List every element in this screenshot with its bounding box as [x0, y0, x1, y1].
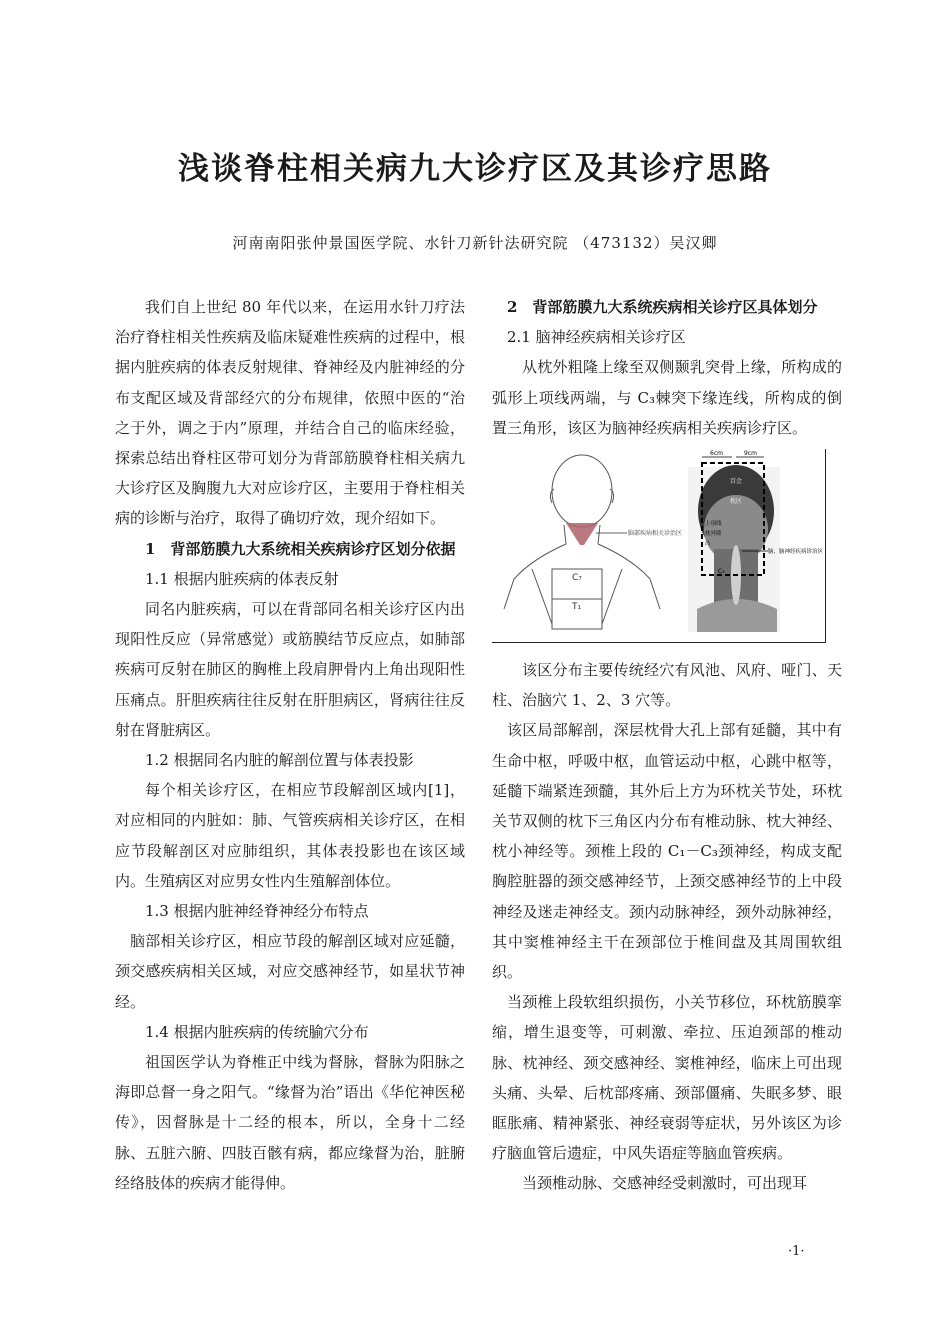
section-heading-2: 2 背部筋膜九大系统疾病相关诊疗区具体划分: [507, 298, 818, 316]
zone-label-right: 脑、脑神经疾病诊治区: [768, 549, 824, 556]
fig-label-zhenqu: 枕区: [730, 498, 743, 506]
paragraph: 当颈椎上段软组织损伤，小关节移位，环枕筋膜挛缩，增生退变等，可刺激、牵拉、压迫颈部的椎动脉、枕神经、颈交感神经、窦椎神经，临床上可出现头痛、头晕、后枕部疼痛、颈部僵痛、失眠多梦、眼眶胀痛、精神紧张、神经衰弱等症状，另外该区为诊疗脑血管后遗症，中风失语症等脑血管疾病。: [492, 993, 842, 1163]
fig-label-zhenwailong: 枕外隆: [705, 531, 722, 538]
brain-zone-triangle: [566, 523, 598, 545]
anatomy-figure: [492, 449, 826, 643]
vertebra-t1-label: T₁: [572, 602, 582, 613]
vertebra-c7-label: C₇: [572, 573, 582, 584]
subsection-heading: 1.1 根据内脏疾病的体表反射: [145, 569, 339, 588]
right-column-continued: [492, 655, 842, 1199]
fig-label-baihui: 百会: [730, 478, 743, 486]
subsection-heading-2-1: 2.1 脑神经疾病相关诊疗区: [507, 328, 686, 347]
paragraph: 从枕外粗隆上缘至双侧颞乳突骨上缘，所构成的弧形上项线两端，与 C₃棘突下缘连线，所构成的倒置三角形，该区为脑神经疾病相关疾病诊疗区。: [492, 358, 842, 437]
paragraph: 同名内脏疾病，可以在背部同名相关诊疗区内出现阳性反应（异常感觉）或筋膜结节反应点，如肺部疾病可反射在肺区的胸椎上段肩胛骨内上角出现阳性压痛点。肝胆疾病往往反射在肝胆病区，肾病往往反射在肾脏病区。: [115, 600, 465, 739]
paragraph: 当颈椎动脉、交感神经受刺激时，可出现耳: [522, 1174, 808, 1193]
subsection-heading: 1.4 根据内脏疾病的传统腧穴分布: [145, 1022, 369, 1041]
paragraph: 该区分布主要传统经穴有风池、风府、哑门、天柱、治脑穴 1、2、3 穴等。: [492, 661, 842, 710]
fig-label-shangxiangxian: 上项线: [705, 521, 722, 528]
left-column: [115, 292, 465, 1198]
paragraph: 该区局部解剖，深层枕骨大孔上部有延髓，其中有生命中枢，呼吸中枢，血管运动中枢，心跳中枢等，延髓下端紧连颈髓，其外后上方为环枕关节处，环枕关节双侧的枕下三角区内分布有椎动脉、枕大神经、枕小神经等。颈椎上段的 C₁－C₃颈神经，构成支配胸腔脏器的颈交感神经节，上颈交感神经节的上中段神经及迷走神经支。颈内动脉神经，颈外动脉神经，其中窦椎神经主干在颈部位于椎间盘及其周围软组织。: [492, 721, 842, 982]
article-title: 浅谈脊柱相关病九大诊疗区及其诊疗思路: [178, 151, 772, 187]
page-number: ·1·: [788, 1244, 805, 1259]
neck-anatomy-illustration: [492, 449, 825, 642]
subsection-heading: 1.3 根据内脏神经脊神经分布特点: [145, 902, 369, 921]
paragraph: 每个相关诊疗区，在相应节段解剖区域内[1]，对应相同的内脏如：肺、气管疾病相关诊疗区，在相应节段解剖区对应肺组织，其体表投影也在该区域内。生殖病区对应男女性内生殖解剖体位。: [115, 781, 465, 890]
zone-label-left: 脑部疾病相关诊治区: [628, 530, 683, 538]
paragraph: 我们自上世纪 80 年代以来，在运用水针刀疗法治疗脊柱相关性疾病及临床疑难性疾病的过程中，根据内脏疾病的体表反射规律、脊神经及内脏神经的分布支配区域及背部经穴的分布规律，依照中医的“治之于外，调之于内”原理，并结合自己的临床经验，探索总结出脊柱区带可划分为背部筋膜脊柱相关病九大诊疗区及胸腹九大对应诊疗区，主要用于脊柱相关病的诊断与治疗，取得了确切疗效，现介绍如下。: [115, 298, 465, 528]
subsection-heading: 1.2 根据同名内脏的解剖位置与体表投影: [145, 751, 414, 770]
fig-label-c3: C₃: [718, 568, 725, 576]
right-column: [492, 292, 842, 1199]
author-affiliation: 河南南阳张仲景国医学院、水针刀新针法研究院 （473132）吴汉卿: [232, 234, 718, 252]
paragraph: 脑部相关诊疗区，相应节段的解剖区域对应延髓，颈交感疾病相关区域，对应交感神经节，如星状节神经。: [115, 932, 465, 1011]
fig-label-tu: 凸: [705, 541, 711, 548]
dim-right-label: 9cm: [744, 450, 757, 458]
dim-left-label: 6cm: [710, 450, 723, 458]
paragraph: 祖国医学认为脊椎正中线为督脉，督脉为阳脉之海即总督一身之阳气。“缘督为治”语出《华佗神医秘传》，因督脉是十二经的根本，所以，全身十二经脉、五脏六腑、四肢百骸有病，都应缘督为治，脏腑经络肢体的疾病才能得伸。: [115, 1053, 465, 1192]
section-heading: 1 背部筋膜九大系统相关疾病诊疗区划分依据: [145, 539, 456, 558]
